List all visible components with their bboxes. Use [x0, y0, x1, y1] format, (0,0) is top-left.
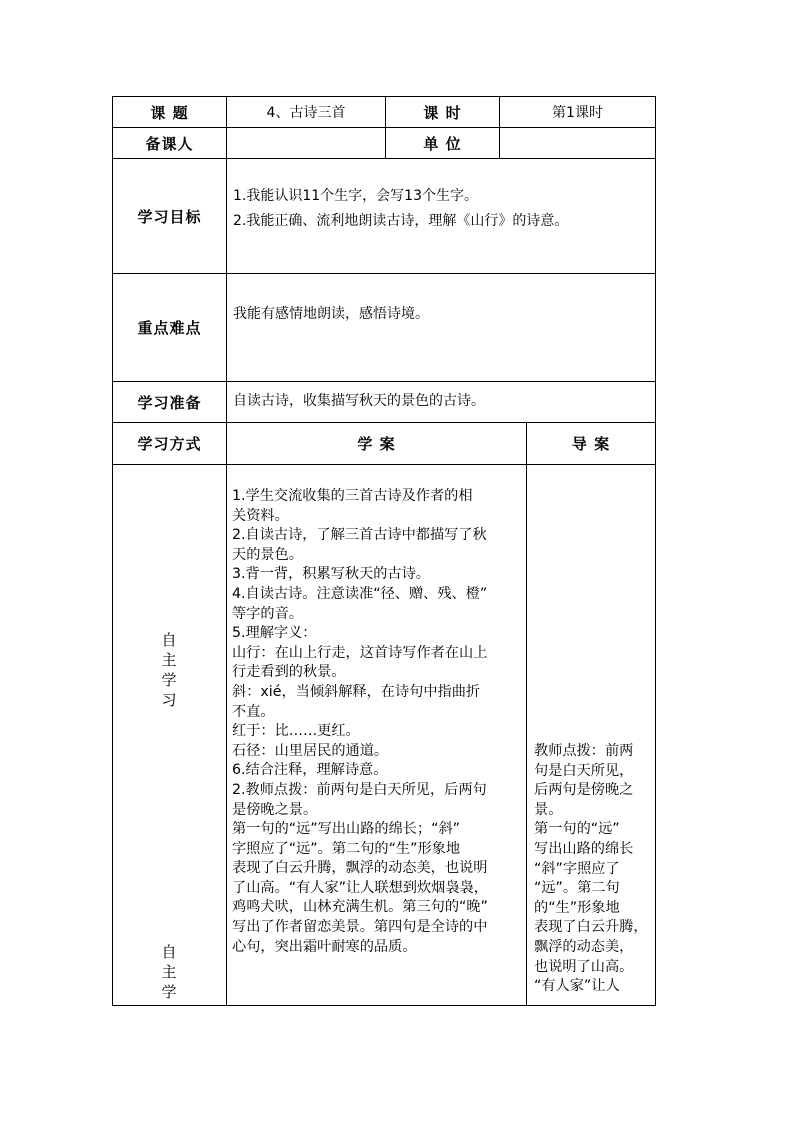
guide-line: 的“生”形象地	[534, 899, 620, 916]
goal-item: 2.我能正确、流利地朗读古诗，理解《山行》的诗意。	[233, 213, 569, 229]
keypoints-label: 重点难点	[137, 319, 202, 337]
self-study-label: 自 主 学 习	[161, 631, 177, 709]
guide-line: 教师点拨：前两	[534, 743, 634, 759]
guide-line: 景。	[534, 801, 563, 818]
study-content	[227, 487, 526, 1005]
goals-text	[227, 184, 655, 244]
period-label: 课 时	[423, 103, 462, 122]
row-divider	[112, 464, 656, 465]
study-line: 山行：在山上行走，这首诗写作者在山上	[232, 644, 488, 661]
keypoints-text: 我能有感情地朗读，感悟诗境。	[233, 306, 429, 322]
table-border-right	[655, 96, 656, 1006]
guide-header: 导 案	[571, 435, 611, 453]
study-line: 石径：山里居民的通道。	[232, 742, 389, 759]
self-study-label-continued: 自 主 学	[161, 943, 177, 1001]
study-line: 6.结合注释，理解诗意。	[232, 762, 388, 779]
guide-line: “有人家”让人	[534, 978, 620, 995]
goal-item: 1.我能认识11个生字，会写13个生字。	[233, 188, 478, 204]
topic-label: 课 题	[150, 103, 189, 122]
study-line: 字照应了“远”。第二句的“生”形象地	[232, 840, 461, 857]
preparer-value	[227, 128, 385, 158]
study-line: 等字的音。	[232, 605, 303, 622]
goals-label: 学习目标	[137, 207, 202, 226]
guide-line: 也说明了山高。	[534, 958, 634, 975]
guide-line: 飘浮的动态美，	[534, 938, 634, 955]
study-line: 关资料。	[232, 507, 289, 524]
prep-text: 自读古诗，收集描写秋天的景色的古诗。	[233, 393, 485, 410]
study-line: 写出了作者留恋美景。第四句是全诗的中	[232, 919, 488, 936]
study-line: 5.理解字义：	[232, 625, 317, 642]
lesson-plan-table	[112, 96, 656, 1006]
study-line: 红于：比……更红。	[232, 723, 360, 740]
guide-line: 句是白天所见，	[534, 762, 634, 779]
period-value: 第1课时	[552, 105, 603, 121]
study-line: 3.背一背，积累写秋天的古诗。	[232, 566, 430, 583]
guide-content	[527, 742, 655, 1005]
guide-line: 写出山路的绵长	[534, 840, 634, 857]
method-header: 学习方式	[137, 435, 202, 453]
study-line: 是傍晚之景。	[232, 801, 318, 818]
study-line: 第一句的“远”写出山路的绵长；“斜”	[232, 821, 461, 838]
study-line: 行走看到的秋景。	[232, 664, 346, 681]
study-line: 4.自读古诗。注意读准“径、赠、残、橙”	[232, 585, 488, 602]
study-line: 表现了白云升腾，飘浮的动态美，也说明	[232, 860, 488, 877]
unit-value	[500, 128, 655, 158]
unit-label: 单 位	[423, 134, 462, 153]
preparer-label: 备课人	[145, 134, 194, 153]
guide-line: 表现了白云升腾，	[534, 919, 648, 936]
table-border-bottom	[112, 1005, 656, 1006]
topic-value: 4、古诗三首	[266, 105, 346, 121]
guide-line: “斜”字照应了	[534, 860, 620, 877]
study-line: 天的景色。	[232, 546, 303, 563]
guide-line: “远”。第二句	[534, 880, 620, 897]
study-line: 心句，突出霜叶耐寒的品质。	[232, 938, 417, 955]
study-line: 2.自读古诗，了解三首古诗中都描写了秋	[232, 527, 487, 544]
study-line: 鸡鸣犬吠，山林充满生机。第三句的“晚”	[232, 899, 488, 916]
study-line: 了山高。“有人家”让人联想到炊烟袅袅，	[232, 879, 488, 896]
guide-line: 第一句的“远”	[534, 821, 620, 838]
study-line: 1.学生交流收集的三首古诗及作者的相	[232, 488, 473, 504]
prep-label: 学习准备	[137, 393, 202, 412]
guide-line: 后两句是傍晚之	[534, 782, 634, 799]
study-line: 不直。	[232, 703, 275, 720]
study-header: 学 案	[357, 435, 396, 453]
study-line: 斜：xié，当倾斜解释，在诗句中指曲折	[232, 683, 481, 700]
study-line: 2.教师点拨：前两句是白天所见，后两句	[232, 781, 487, 798]
